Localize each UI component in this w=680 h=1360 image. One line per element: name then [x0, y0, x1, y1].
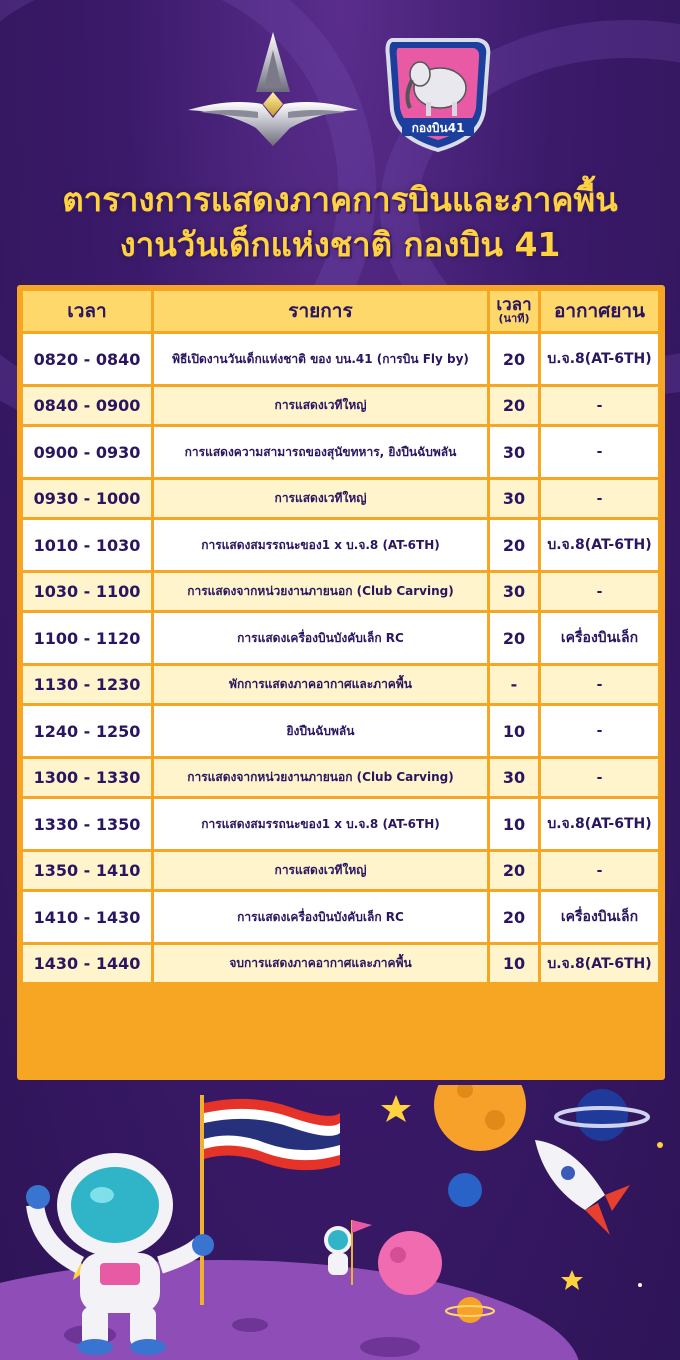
cell-item: การแสดงเครื่องบินบังคับเล็ก RC — [154, 892, 487, 942]
small-ringed-planet — [457, 1297, 483, 1323]
cell-time: 1430 - 1440 — [23, 945, 151, 982]
table-row — [23, 852, 658, 889]
cell-aircraft: - — [541, 427, 658, 477]
cell-time: 1100 - 1120 — [23, 613, 151, 663]
small-blue-planet — [448, 1173, 482, 1207]
cell-item: การแสดงจากหน่วยงานภายนอก (Club Carving) — [154, 759, 487, 796]
cell-aircraft: บ.จ.8(AT-6TH) — [541, 945, 658, 982]
cell-aircraft: บ.จ.8(AT-6TH) — [541, 334, 658, 384]
cell-item: พิธีเปิดงานวันเด็กแห่งชาติ ของ บน.41 (การบิน Fly by) — [154, 334, 487, 384]
cell-duration: 20 — [490, 613, 538, 663]
cell-item: ยิงปืนฉับพลัน — [154, 706, 487, 756]
cell-time: 0820 - 0840 — [23, 334, 151, 384]
svg-text:กองบิน41: กองบิน41 — [411, 121, 465, 135]
cell-duration: 20 — [490, 892, 538, 942]
cell-time: 0930 - 1000 — [23, 480, 151, 517]
star-dot — [657, 1142, 663, 1148]
cell-duration: 10 — [490, 945, 538, 982]
cell-time: 1410 - 1430 — [23, 892, 151, 942]
cell-aircraft: เครื่องบินเล็ก — [541, 613, 658, 663]
air-force-emblem — [188, 32, 358, 146]
cell-time: 1240 - 1250 — [23, 706, 151, 756]
cell-time: 1330 - 1350 — [23, 799, 151, 849]
cell-duration: 10 — [490, 799, 538, 849]
cell-duration: 20 — [490, 852, 538, 889]
cell-aircraft: - — [541, 759, 658, 796]
cell-duration: 30 — [490, 759, 538, 796]
column-header-duration — [490, 291, 538, 331]
cell-duration: 10 — [490, 706, 538, 756]
star-dot — [638, 1283, 642, 1287]
orange-planet — [434, 1085, 526, 1151]
cell-item: การแสดงสมรรถนะของ1 x บ.จ.8 (AT-6TH) — [154, 520, 487, 570]
cell-time: 0900 - 0930 — [23, 427, 151, 477]
table-row — [23, 520, 658, 570]
cell-aircraft: - — [541, 573, 658, 610]
cell-aircraft: - — [541, 480, 658, 517]
cell-duration: 30 — [490, 427, 538, 477]
page-title-line2: งานวันเด็กแห่งชาติ กองบิน 41 — [119, 225, 561, 264]
cell-time: 1010 - 1030 — [23, 520, 151, 570]
table-row — [23, 945, 658, 982]
logos — [0, 0, 680, 170]
cell-duration: 20 — [490, 387, 538, 424]
cell-item: พักการแสดงภาคอากาศและภาคพื้น — [154, 666, 487, 703]
table-row — [23, 334, 658, 384]
cell-aircraft: บ.จ.8(AT-6TH) — [541, 520, 658, 570]
table-row — [23, 892, 658, 942]
schedule-table-frame — [17, 285, 665, 1080]
cell-duration: 20 — [490, 520, 538, 570]
column-header-item: รายการ — [154, 291, 487, 331]
pink-planet — [378, 1231, 442, 1295]
page-title-line1: ตารางการแสดงภาคการบินและภาคพื้น — [62, 180, 618, 219]
cell-duration: 30 — [490, 480, 538, 517]
cell-item: การแสดงความสามารถของสุนัขทหาร, ยิงปืนฉับพลัน — [154, 427, 487, 477]
cell-item: การแสดงเวทีใหญ่ — [154, 852, 487, 889]
table-row — [23, 666, 658, 703]
star-icon — [561, 1270, 583, 1290]
cell-time: 1030 - 1100 — [23, 573, 151, 610]
cell-aircraft: - — [541, 387, 658, 424]
cell-aircraft: - — [541, 666, 658, 703]
cell-duration: 20 — [490, 334, 538, 384]
space-scene-illustration — [0, 1085, 680, 1360]
table-row — [23, 480, 658, 517]
wing41-shield-logo — [388, 40, 489, 150]
cell-duration: 30 — [490, 573, 538, 610]
cell-aircraft: - — [541, 706, 658, 756]
table-row — [23, 706, 658, 756]
rocket — [535, 1140, 630, 1235]
cell-time: 0840 - 0900 — [23, 387, 151, 424]
table-row — [23, 573, 658, 610]
table-row — [23, 387, 658, 424]
cell-time: 1130 - 1230 — [23, 666, 151, 703]
table-row — [23, 799, 658, 849]
cell-item: การแสดงเวทีใหญ่ — [154, 480, 487, 517]
planet-spot — [390, 1247, 406, 1263]
planet-spot — [485, 1110, 505, 1130]
blue-ringed-planet — [576, 1089, 628, 1141]
duration-header-label: เวลา — [496, 295, 532, 315]
cell-item: จบการแสดงภาคอากาศและภาคพื้น — [154, 945, 487, 982]
column-header-aircraft: อากาศยาน — [541, 291, 658, 331]
star-icon — [381, 1095, 411, 1122]
duration-header-unit: (นาที) — [498, 312, 530, 325]
cell-item: การแสดงสมรรถนะของ1 x บ.จ.8 (AT-6TH) — [154, 799, 487, 849]
logo-area — [0, 0, 680, 170]
cell-item: การแสดงเครื่องบินบังคับเล็ก RC — [154, 613, 487, 663]
cell-time: 1350 - 1410 — [23, 852, 151, 889]
cell-duration: - — [490, 666, 538, 703]
schedule-table — [20, 288, 661, 985]
cell-time: 1300 - 1330 — [23, 759, 151, 796]
cell-item: การแสดงเวทีใหญ่ — [154, 387, 487, 424]
cell-aircraft: บ.จ.8(AT-6TH) — [541, 799, 658, 849]
crater — [232, 1318, 268, 1332]
table-row — [23, 613, 658, 663]
column-header-time: เวลา — [23, 291, 151, 331]
crater — [360, 1337, 420, 1357]
table-row — [23, 427, 658, 477]
table-header-row — [23, 291, 658, 331]
table-row — [23, 759, 658, 796]
cell-aircraft: เครื่องบินเล็ก — [541, 892, 658, 942]
cell-aircraft: - — [541, 852, 658, 889]
cell-item: การแสดงจากหน่วยงานภายนอก (Club Carving) — [154, 573, 487, 610]
